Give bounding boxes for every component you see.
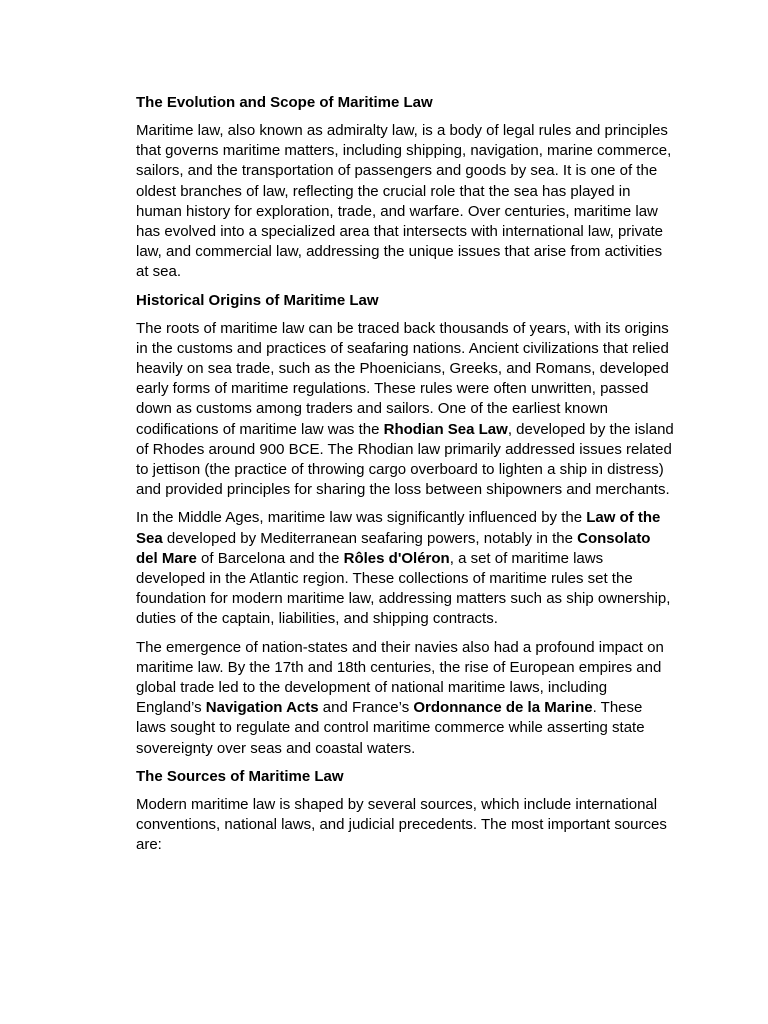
bold-term-rhodian-sea-law: Rhodian Sea Law: [383, 420, 508, 438]
section-heading-sources: The Sources of Maritime Law: [136, 767, 344, 785]
historical-origins-paragraph-2: [136, 508, 676, 629]
bold-term-consolato-del-mare: Consolato del Mare: [136, 529, 651, 567]
paragraph-text: developed by Mediterranean seafaring powers, notably in the: [162, 529, 578, 547]
bold-term-roles-doleron: Rôles d'Oléron: [343, 549, 450, 567]
bold-term-law-of-the-sea: Law of the Sea: [136, 509, 661, 547]
section-heading-historical-origins: Historical Origins of Maritime Law: [136, 291, 379, 309]
intro-paragraph: Maritime law, also known as admiralty law, is a body of legal rules and principles that governs maritime matters, including shipping, navigation, marine commerce, sailors, and the transportation of passengers and goods by sea. It is one of the oldest branches of law, reflecting the crucial role that the sea has played in human history for exploration, trade, and warfare. Over centuries, maritime law has evolved into a specialized area that intersects with international law, private law, and commercial law, addressing the unique issues that arise from activities at sea.: [136, 122, 672, 281]
paragraph-text: . These laws sought to regulate and control maritime commerce while asserting state sovereignty over seas and coastal waters.: [136, 699, 645, 757]
historical-origins-paragraph-3: [136, 638, 676, 759]
historical-origins-paragraph-1: [136, 319, 676, 501]
paragraph-text: , a set of maritime laws developed in the Atlantic region. These collections of maritime rules set the foundation for modern maritime law, addressing matters such as ship ownership, duties of the captain, liabilities, and shipping contracts.: [136, 549, 671, 628]
document-title: The Evolution and Scope of Maritime Law: [136, 94, 433, 111]
paragraph-text: In the Middle Ages, maritime law was significantly influenced by the: [136, 509, 587, 527]
document-page: [136, 93, 676, 864]
paragraph-text: The emergence of nation-states and their navies also had a profound impact on maritime law. By the 17th and 18th centuries, the rise of European empires and global trade led to the development of national maritime laws, including England’s: [136, 638, 664, 717]
bold-term-ordonnance-de-la-marine: Ordonnance de la Marine: [413, 699, 593, 717]
paragraph-text: , developed by the island of Rhodes around 900 BCE. The Rhodian law primarily addressed issues related to jettison (the practice of throwing cargo overboard to lighten a ship in distress) and provided principles for sharing the loss between shipowners and merchants.: [136, 420, 674, 499]
bold-term-navigation-acts: Navigation Acts: [205, 699, 319, 717]
paragraph-text: of Barcelona and the: [196, 549, 344, 567]
paragraph-text: and France’s: [318, 699, 414, 717]
sources-paragraph-1: Modern maritime law is shaped by several sources, which include international conventions, national laws, and judicial precedents. The most important sources are:: [136, 795, 667, 854]
paragraph-text: The roots of maritime law can be traced back thousands of years, with its origins in the customs and practices of seafaring nations. Ancient civilizations that relied heavily on sea trade, such as the Phoenicians, Greeks, and Romans, developed early forms of maritime regulations. These rules were often unwritten, passed down as customs among traders and sailors. One of the earliest known codifications of maritime law was the: [136, 319, 669, 438]
